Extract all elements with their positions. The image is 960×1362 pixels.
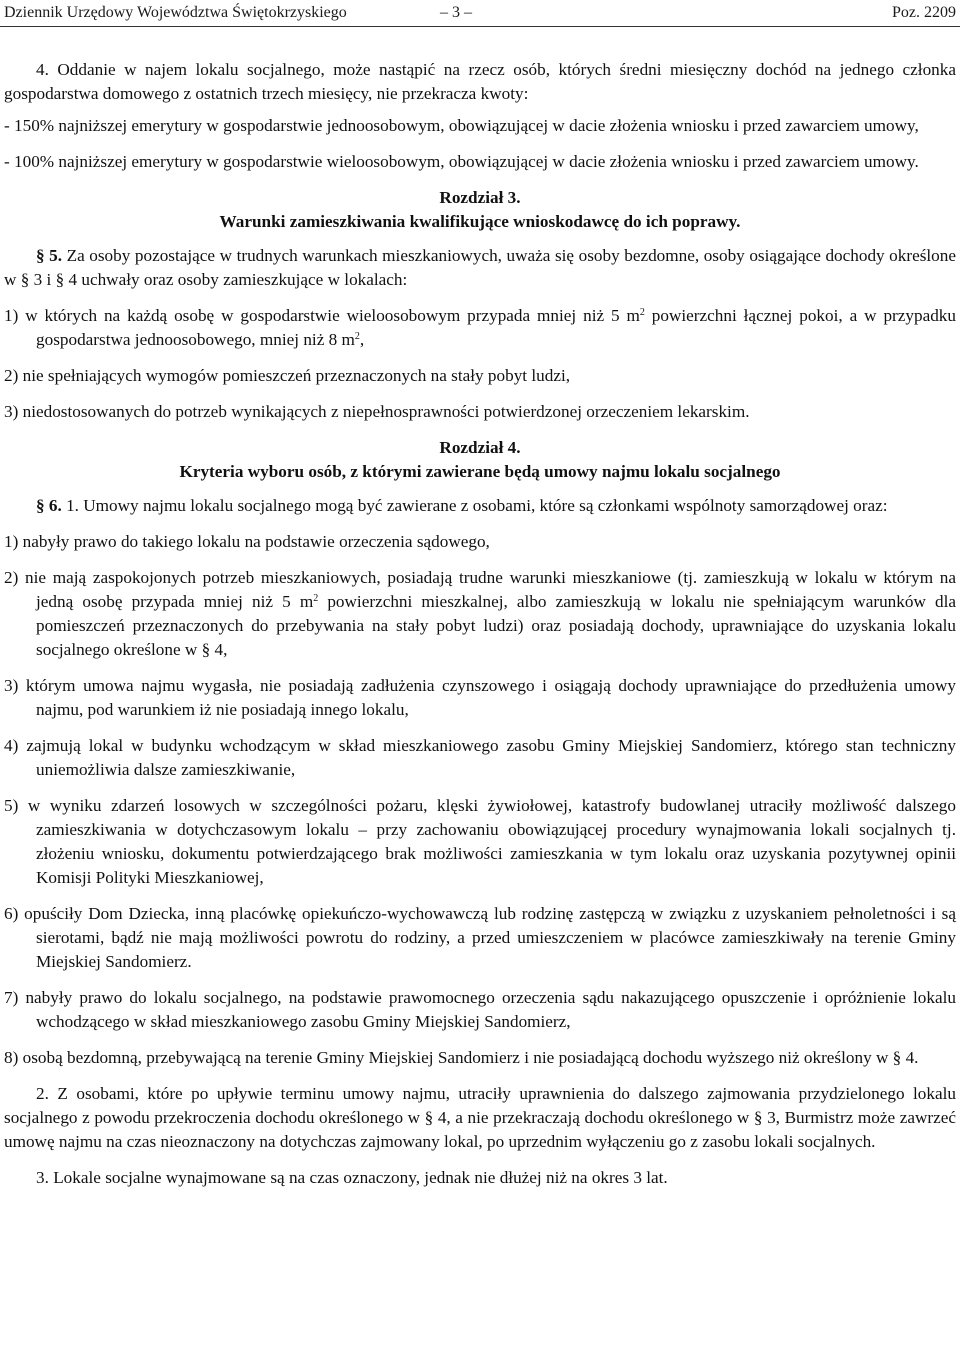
section-5-item-1-part-a: 1) w których na każdą osobę w gospodarstwie wieloosobowym przypada mniej niż 5 m <box>4 306 640 325</box>
section-6-item-7: 7) nabyły prawo do lokalu socjalnego, na podstawie prawomocnego orzeczenia sądu nakazującego opuszczenie i opróżnienie lokalu wchodzącego w skład mieszkaniowego zasobu Gminy Miejskiej Sandomierz, <box>4 988 956 1031</box>
section-6-paragraph-2: 2. Z osobami, które po upływie terminu umowy najmu, utraciły uprawnienia do dalszego zajmowania przydzielonego lokalu socjalnego z powodu przekroczenia dochodu określonego w § 4, a nie przekraczają dochodu określonego w § 3, Burmistrz może zawrzeć umowę najmu na czas nieoznaczony na dotychczas zajmowany lokal, po uprzednim wyłączeniu go z zasobu lokali socjalnych. <box>4 1084 956 1151</box>
section-6-item-1: 1) nabyły prawo do takiego lokalu na podstawie orzeczenia sądowego, <box>4 532 490 551</box>
section-6-item-2-part-a: 2) nie mają zaspokojonych potrzeb mieszkaniowych, posiadają trudne warunki mieszkaniowe (tj. zamieszkują w lokalu w którym na jedną osobę przypada mniej niż 5 m <box>4 568 956 611</box>
section-6-item-8: 8) osobą bezdomną, przebywającą na terenie Gminy Miejskiej Sandomierz i nie posiadającą dochodu wyższego niż określony w § 4. <box>4 1048 919 1067</box>
chapter-3-label: Rozdział 3. <box>439 188 521 207</box>
section-6-item-3: 3) którym umowa najmu wygasła, nie posiadają zadłużenia czynszowego i osiągają dochody uprawniające do przedłużenia umowy najmu, pod warunkiem iż nie posiadają innego lokalu, <box>4 676 956 719</box>
section-6-body: 1. Umowy najmu lokalu socjalnego mogą być zawierane z osobami, które są członkami wspólnoty samorządowej oraz: <box>61 496 888 515</box>
section-6-paragraph-3: 3. Lokale socjalne wynajmowane są na czas oznaczony, jednak nie dłużej niż na okres 3 lat. <box>36 1168 668 1187</box>
document-body <box>4 58 956 1202</box>
section-5-item-1 <box>4 304 956 352</box>
section-5-item-2: 2) nie spełniających wymogów pomieszczeń przeznaczonych na stały pobyt ludzi, <box>4 366 571 385</box>
section-5-number: § 5. <box>36 246 63 265</box>
superscript: 2 <box>639 307 645 318</box>
section-4-dash-2: - 100% najniższej emerytury w gospodarstwie wieloosobowym, obowiązującej w dacie złożenia wniosku i przed zawarciem umowy. <box>4 152 919 171</box>
section-5-item-1-part-b: powierzchni łącznej pokoi, a w przypadku gospodarstwa jednoosobowego, mniej niż 8 m <box>36 306 956 349</box>
section-6-text <box>4 494 956 518</box>
section-4-lead: 4. Oddanie w najem lokalu socjalnego, może nastąpić na rzecz osób, których średni miesięczny dochód na jednego członka gospodarstwa domowego z ostatnich trzech miesięcy, nie przekracza kwoty: <box>4 60 956 103</box>
section-5-item-1-part-c: , <box>359 330 365 349</box>
section-5-text <box>4 244 956 292</box>
section-5-item-3: 3) niedostosowanych do potrzeb wynikających z niepełnosprawności potwierdzonej orzeczeniem lekarskim. <box>4 402 750 421</box>
page-marker: – 3 – <box>440 4 472 21</box>
section-6-item-2 <box>4 566 956 662</box>
section-6-item-6: 6) opuściły Dom Dziecka, inną placówkę opiekuńczo-wychowawczą lub rodzinę zastępczą w związku z uzyskaniem pełnoletności i są sierotami, bądź nie mają możliwości powrotu do rodziny, a przed umieszczeniem w placówce zamieszkiwały na terenie Gminy Miejskiej Sandomierz. <box>4 904 956 971</box>
superscript: 2 <box>313 593 319 604</box>
section-6-item-2-part-b: powierzchni mieszkalnej, albo zamieszkują w lokalu nie spełniającym warunków dla pomieszczeń przeznaczonych do przebywania na stały pobyt ludzi) oraz posiadają dochody, uprawniające do uzyskania lokalu socjalnego określone w § 4, <box>36 592 956 659</box>
section-6-number: § 6. <box>36 496 62 515</box>
section-4-dash-1: - 150% najniższej emerytury w gospodarstwie jednoosobowym, obowiązującej w dacie złożenia wniosku i przed zawarciem umowy, <box>4 116 919 135</box>
section-5-body: Za osoby pozostające w trudnych warunkach mieszkaniowych, uważa się osoby bezdomne, osoby osiągające dochody określone w § 3 i § 4 uchwały oraz osoby zamieszkujące w lokalach: <box>4 246 957 289</box>
section-6-item-5: 5) w wyniku zdarzeń losowych w szczególności pożaru, klęski żywiołowej, katastrofy budowlanej utraciły możliwość dalszego zamieszkiwania w dotychczasowym lokalu – przy zachowaniu obowiązującej procedury wynajmowania lokali socjalnych tj. złożeniu wniosku, dokumentu potwierdzającego brak możliwości zamieszkania w tym lokalu oraz uzyskania pozytywnej opinii Komisji Polityki Mieszkaniowej, <box>4 796 956 887</box>
chapter-4-title: Kryteria wyboru osób, z którymi zawierane będą umowy najmu lokalu socjalnego <box>179 462 781 481</box>
position-number: Poz. 2209 <box>892 4 956 21</box>
journal-title: Dziennik Urzędowy Województwa Świętokrzyskiego <box>4 4 347 21</box>
superscript: 2 <box>354 331 360 342</box>
section-6-item-4: 4) zajmują lokal w budynku wchodzącym w skład mieszkaniowego zasobu Gminy Miejskiej Sandomierz, którego stan techniczny uniemożliwia dalsze zamieszkiwanie, <box>4 736 956 779</box>
chapter-3-title: Warunki zamieszkiwania kwalifikujące wnioskodawcę do ich poprawy. <box>219 212 741 231</box>
chapter-4-label: Rozdział 4. <box>439 438 521 457</box>
page-header <box>0 0 960 27</box>
